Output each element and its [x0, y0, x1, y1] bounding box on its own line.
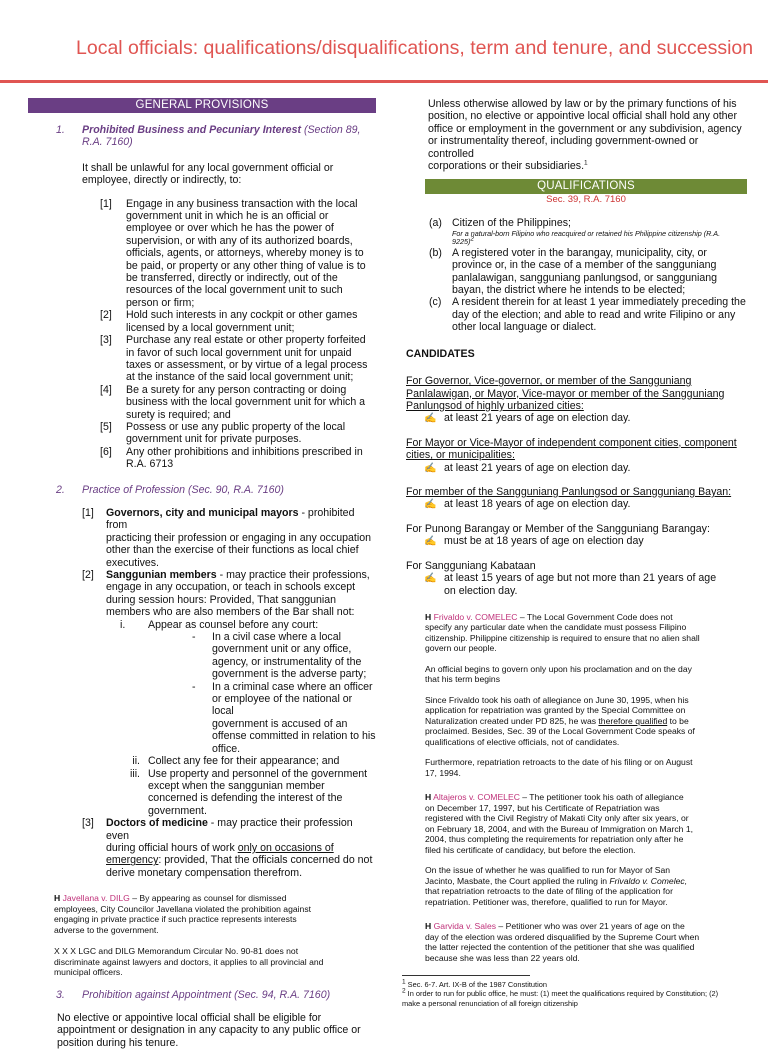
case-frivaldo	[425, 612, 746, 779]
text-line: A resident therein for at least 1 year immediately preceding the	[452, 296, 746, 309]
text-line: For Mayor or Vice-Mayor of independent component cities, component	[406, 436, 737, 449]
list-item	[100, 334, 376, 384]
text-line: - may practice their professions,	[216, 569, 370, 581]
text-line: discriminate against lawyers and doctors, it applies to all provincial and	[54, 956, 324, 967]
text-line: officials, agents, or attorneys, whereby money is to	[126, 247, 364, 260]
list-item	[82, 569, 376, 581]
item-label: [1]	[82, 506, 94, 519]
text-line: An official begins to govern only upon his proclamation and on the day	[425, 663, 692, 674]
case-citation: Frivaldo v. Comelec,	[609, 875, 688, 886]
item-label: [1]	[100, 197, 112, 210]
text-line: surety is required; and	[126, 408, 231, 421]
text-line: 17, 1994.	[425, 767, 461, 778]
dash-item	[82, 681, 376, 755]
item-label: [6]	[100, 445, 112, 458]
text-line: Unless otherwise allowed by law or by the primary functions of his	[428, 98, 737, 110]
text-line: be paid, or property or any other thing of value is to	[126, 259, 366, 272]
text-line: except when the sanggunian member	[148, 779, 325, 792]
footnote-ref: 1	[584, 159, 588, 167]
hand-pointer-icon: ✍	[424, 572, 437, 584]
underlined-text: only on occasions of	[237, 841, 334, 854]
text-line: : provided, That the officials concerned do not	[158, 854, 373, 867]
item-continuation	[82, 581, 376, 618]
case-name: Frivaldo v. COMELEC	[433, 611, 518, 622]
text-line: corporations or their subsidiaries.	[428, 160, 585, 173]
text-line: 2004, thus completing the requirements for repatriation only after he	[425, 834, 684, 845]
text-line: office.	[212, 742, 241, 755]
item-label: [3]	[100, 334, 112, 347]
text-line: Use property and personnel of the government	[148, 767, 368, 780]
footnote-number: 1	[402, 978, 406, 986]
text-line: proclaimed. Besides, Sec. 39 of the Local Government Code speaks of	[425, 726, 695, 737]
text-line: – The petitioner took his oath of allegiance	[519, 792, 684, 803]
hand-pointer-icon: ✍	[424, 462, 437, 474]
list-item	[429, 217, 746, 229]
text-line: employees, City Councilor Javellana violated the prohibition against	[54, 903, 312, 914]
section-number: 3.	[56, 988, 65, 1001]
text-line: be transferred, directly or indirectly, out of the	[126, 272, 338, 285]
dash-item	[82, 631, 376, 681]
requirement-text: at least 21 years of age on election day.	[444, 412, 631, 425]
section-3-heading	[56, 989, 376, 1001]
text-line: qualifications of elective officials, not of candidates.	[425, 736, 620, 747]
text-line: person or firm;	[126, 296, 195, 309]
case-javellana	[54, 893, 376, 935]
text-line: resources of the local government unit to such	[126, 284, 343, 297]
candidate-group	[406, 523, 746, 549]
text-line: No elective or appointive local official shall be eligible for	[57, 1012, 322, 1025]
practice-list	[82, 507, 376, 879]
candidates-heading: CANDIDATES	[406, 347, 475, 360]
text-line: citizenship. Philippine citizenship is required to ensure that no alien shall	[425, 632, 700, 643]
text-line: to be	[667, 715, 689, 726]
list-item	[82, 817, 376, 842]
memorandum-note	[54, 946, 376, 978]
text-line: application for repatriation was granted by the Special Committee on	[425, 705, 686, 716]
footnote-text: In order to run for public office, he must: (1) meet the qualifications required by Constitution; (2)	[405, 989, 719, 999]
text-line: panlalawigan, sangguniang panlungsod, or sangguniang	[452, 271, 718, 284]
footnote-text: make a personal renunciation of all foreign citizenship	[402, 998, 578, 1008]
text-line: For Governor, Vice-governor, or member of the Sangguniang	[406, 375, 692, 388]
title-divider	[0, 80, 768, 83]
text-line: adverse to the government.	[54, 924, 159, 935]
text-line: government unit or any office,	[212, 643, 352, 656]
text-line: during official hours of work	[106, 841, 238, 854]
qualifications-band: QUALIFICATIONS	[425, 179, 747, 194]
item-label: iii.	[129, 767, 140, 780]
list-item	[82, 507, 376, 532]
candidate-group	[406, 560, 746, 598]
text-line: province or, in the case of a member of the sangguniang	[452, 259, 717, 272]
item-label: [3]	[82, 817, 94, 830]
text-line: agency, or instrumentality of the	[212, 655, 362, 668]
requirement-text: must be at 18 years of age on election day	[444, 535, 644, 548]
text-line: Naturalization created under PD 825, he was	[425, 715, 599, 726]
text-line: In a civil case where a local	[212, 631, 341, 644]
list-item	[100, 309, 376, 334]
text-line: - may practice their profession even	[106, 817, 353, 842]
page-title: Local officials: qualifications/disqualifications, term and tenure, and succession	[76, 37, 754, 59]
list-item	[100, 384, 376, 421]
text-line: govern our people.	[425, 643, 497, 654]
text-line: position during his tenure.	[57, 1036, 179, 1049]
text-line: Appear as counsel before any court:	[148, 618, 319, 631]
text-line: or instrumentality thereof, including government-owned or controlled	[428, 135, 699, 160]
text-line: members who are also members of the Bar shall not:	[106, 606, 355, 619]
text-line: Purchase any real estate or other property forfeited	[126, 334, 366, 347]
text-line: specify any particular date when the candidate must possess Filipino	[425, 622, 687, 633]
text-line: For a natural-born Filipino who reacquired or retained his Philippine citizenship (R.A.	[452, 228, 721, 238]
dash-marker: -	[192, 631, 196, 644]
case-marker-icon: H	[425, 921, 432, 932]
section-number: 2.	[56, 483, 65, 496]
item-continuation	[82, 842, 376, 879]
general-provisions-band: GENERAL PROVISIONS	[28, 98, 376, 113]
footnote-ref: 2	[470, 235, 475, 243]
section-title: Practice of Profession (Sec. 90, R.A. 7160)	[82, 483, 284, 496]
text-line: filed his certificate of candidacy, but before the election.	[425, 844, 636, 855]
text-line: R.A. 6713	[126, 458, 174, 471]
text-line: – The Local Government Code does not	[517, 611, 673, 622]
hand-pointer-icon: ✍	[424, 499, 437, 511]
text-line: business with the local government unit for which a	[126, 396, 366, 409]
footnote-text: Sec. 6-7. Art. IX-B of the 1987 Constitution	[405, 980, 547, 990]
text-line: other than the exercise of their functions as local chief	[106, 544, 359, 557]
requirement-text: at least 18 years of age on election day.	[444, 498, 631, 511]
bold-term: Governors, city and municipal mayors	[106, 506, 299, 519]
case-name: Altajeros v. COMELEC	[433, 792, 520, 803]
case-marker-icon: H	[425, 611, 432, 622]
candidate-group	[406, 437, 746, 475]
text-line: the latter rejected the contention of the petitioner that she was qualified	[425, 942, 695, 953]
left-column	[28, 98, 376, 1049]
list-item	[429, 296, 746, 333]
text-line: registered with the Civil Registry of Makati City only after six years, or	[425, 813, 689, 824]
item-label: [2]	[100, 309, 112, 322]
text-line: Collect any fee for their appearance; and	[148, 755, 340, 768]
sub-item	[82, 755, 376, 767]
text-line: It shall be unlawful for any local government official or	[82, 161, 334, 174]
list-item	[429, 247, 746, 297]
text-line: executives.	[106, 556, 159, 569]
footnote-number: 2	[402, 988, 406, 996]
dash-marker: -	[192, 680, 196, 693]
list-item	[100, 198, 376, 310]
text-line: supervision, or with any of its authorized boards,	[126, 234, 353, 247]
text-line: Panlalawigan, or Mayor, Vice-mayor or member of the Sangguniang	[406, 387, 725, 400]
text-line: that his term begins	[425, 674, 500, 685]
section-title: Prohibition against Appointment (Sec. 94, R.A. 7160)	[82, 988, 331, 1001]
footnotes	[402, 975, 746, 1008]
continued-paragraph	[428, 98, 746, 172]
section-ref: (Section 89,	[303, 124, 361, 136]
prohibition-list	[100, 198, 376, 471]
sub-item	[82, 619, 376, 631]
section-1-intro	[82, 162, 376, 187]
text-line: concerned is defending the interest of the	[148, 792, 343, 805]
requirement-text: on election day.	[444, 585, 518, 598]
right-column	[400, 98, 746, 1008]
text-line: government is accused of an	[212, 717, 348, 730]
text-line: cities, or municipalities:	[406, 449, 515, 462]
case-name: Garvida v. Sales	[433, 921, 497, 932]
footnote-divider	[402, 975, 530, 976]
text-line: government.	[148, 804, 207, 817]
item-label: ii.	[132, 755, 140, 768]
text-line: or employee of the national or local	[212, 693, 353, 718]
underlined-text: therefore qualified	[598, 715, 668, 726]
hand-pointer-icon: ✍	[424, 413, 437, 425]
text-line: appointment or designation in any capacity to any public office or	[57, 1024, 361, 1037]
text-line: 9225)	[452, 237, 471, 247]
item-label: (c)	[429, 296, 442, 309]
text-line: repatriation. Petitioner was, therefore, qualified to run for Mayor.	[425, 896, 668, 907]
section-2-heading	[56, 484, 376, 496]
text-line: Since Frivaldo took his oath of allegiance on June 30, 1995, when his	[425, 694, 689, 705]
text-line: Any other prohibitions and inhibitions prescribed in	[126, 445, 363, 458]
section-1-heading	[56, 124, 376, 149]
candidate-group	[406, 375, 746, 426]
list-item	[100, 446, 376, 471]
bold-term: Sanggunian members	[106, 569, 217, 581]
text-line: position, no elective or appointive local official shall hold any other	[428, 110, 737, 123]
text-line: Panlungsod of highly urbanized cities:	[406, 399, 584, 412]
list-item	[100, 421, 376, 446]
text-line: municipal officers.	[54, 967, 123, 978]
text-line: bayan, the district where he intends to be elected;	[452, 284, 686, 297]
text-line: because she was less than 22 years old.	[425, 952, 580, 963]
text-line: Citizen of the Philippines;	[452, 217, 571, 230]
text-line: taxes or assessment, or by virtue of a legal process	[126, 358, 368, 371]
text-line: offense committed in relation to his	[212, 730, 376, 743]
text-line: practicing their profession or engaging in any occupation	[106, 531, 372, 544]
text-line: Jacinto, Masbate, the Court applied the ruling in	[425, 875, 610, 886]
case-marker-icon: H	[425, 792, 432, 803]
underlined-text: emergency	[106, 854, 159, 867]
text-line: office or employment in the government or any subdivision, agency	[428, 122, 742, 135]
text-line: engage in any occupation, or teach in schools except	[106, 581, 356, 594]
section-3-body	[57, 1012, 376, 1049]
text-line: in favor of such local government unit for unpaid	[126, 346, 352, 359]
text-line: – Petitioner who was over 21 years of age on the	[496, 921, 685, 932]
hand-pointer-icon: ✍	[424, 536, 437, 548]
sub-item	[82, 768, 376, 818]
text-line: on February 18, 2004, and with the Bureau of Immigration on March 1,	[425, 823, 693, 834]
case-name: Javellana v. DILG	[62, 893, 130, 904]
case-altajeros	[425, 792, 746, 907]
text-line: Engage in any business transaction with the local	[126, 197, 358, 210]
text-line: day of the election was ordered disqualified by the Supreme Court when	[425, 931, 700, 942]
text-line: employee, directly or indirectly, to:	[82, 174, 242, 187]
text-line: – By appearing as counsel for dismissed	[129, 893, 287, 904]
text-line: Furthermore, repatriation retroacts to the date of his filing or on August	[425, 757, 693, 768]
text-line: Hold such interests in any cockpit or other games	[126, 309, 358, 322]
section-title: Prohibited Business and Pecuniary Interest	[82, 124, 301, 136]
item-label: (b)	[429, 246, 442, 259]
citizenship-note	[429, 230, 746, 247]
text-line: Possess or use any public property of the local	[126, 420, 346, 433]
item-continuation	[82, 532, 376, 569]
text-line: employee or over which he has the power of	[126, 222, 334, 235]
item-label: i.	[120, 618, 126, 631]
item-label: [4]	[100, 383, 112, 396]
text-line: On the issue of whether he was qualified to run for Mayor of San	[425, 865, 671, 876]
item-label: [2]	[82, 569, 94, 581]
requirement-text: at least 15 years of age but not more than 21 years of age	[444, 571, 717, 584]
text-line: licensed by a local government unit;	[126, 321, 295, 334]
candidate-office: For Sangguniang Kabataan	[406, 559, 536, 572]
bold-term: Doctors of medicine	[106, 817, 208, 830]
text-line: government unit in which he is an official or	[126, 210, 329, 223]
text-line: government is the adverse party;	[212, 668, 367, 681]
case-marker-icon: H	[54, 893, 61, 904]
text-line: during session hours: Provided, That sanggunian	[106, 593, 337, 606]
text-line: In a criminal case where an officer	[212, 680, 373, 693]
text-line: day of the election; and able to read and write Filipino or any	[452, 308, 736, 321]
text-line: that repatriation retroacts to the date of filing of the application for	[425, 886, 673, 897]
qualifications-ref: Sec. 39, R.A. 7160	[546, 194, 626, 206]
text-line: other local language or dialect.	[452, 321, 597, 334]
candidate-group	[406, 486, 746, 512]
requirement-text: at least 21 years of age on election day.	[444, 461, 631, 474]
text-line: A registered voter in the barangay, municipality, city, or	[452, 246, 707, 259]
section-ref: R.A. 7160)	[82, 136, 133, 149]
candidate-office: For Punong Barangay or Member of the Sangguniang Barangay:	[406, 522, 710, 535]
case-garvida	[425, 921, 746, 963]
candidate-office: For member of the Sangguniang Panlungsod or Sangguniang Bayan:	[406, 485, 732, 498]
text-line: government unit for private purposes.	[126, 433, 302, 446]
qualifications-list	[429, 217, 746, 333]
section-number: 1.	[56, 124, 65, 136]
text-line: at the instance of the said local government unit;	[126, 371, 354, 384]
item-label: [5]	[100, 420, 112, 433]
item-label: (a)	[429, 217, 442, 230]
text-line: derive monetary compensation therefrom.	[106, 866, 303, 879]
text-line: Be a surety for any person contracting or doing	[126, 383, 347, 396]
text-line: X X X LGC and DILG Memorandum Circular No. 90-81 does not	[54, 946, 299, 957]
text-line: engaging in private practice if such practice represents interests	[54, 914, 297, 925]
text-line: - prohibited from	[106, 506, 355, 532]
text-line: on December 17, 1997, but his Certificate of Repatriation was	[425, 802, 660, 813]
